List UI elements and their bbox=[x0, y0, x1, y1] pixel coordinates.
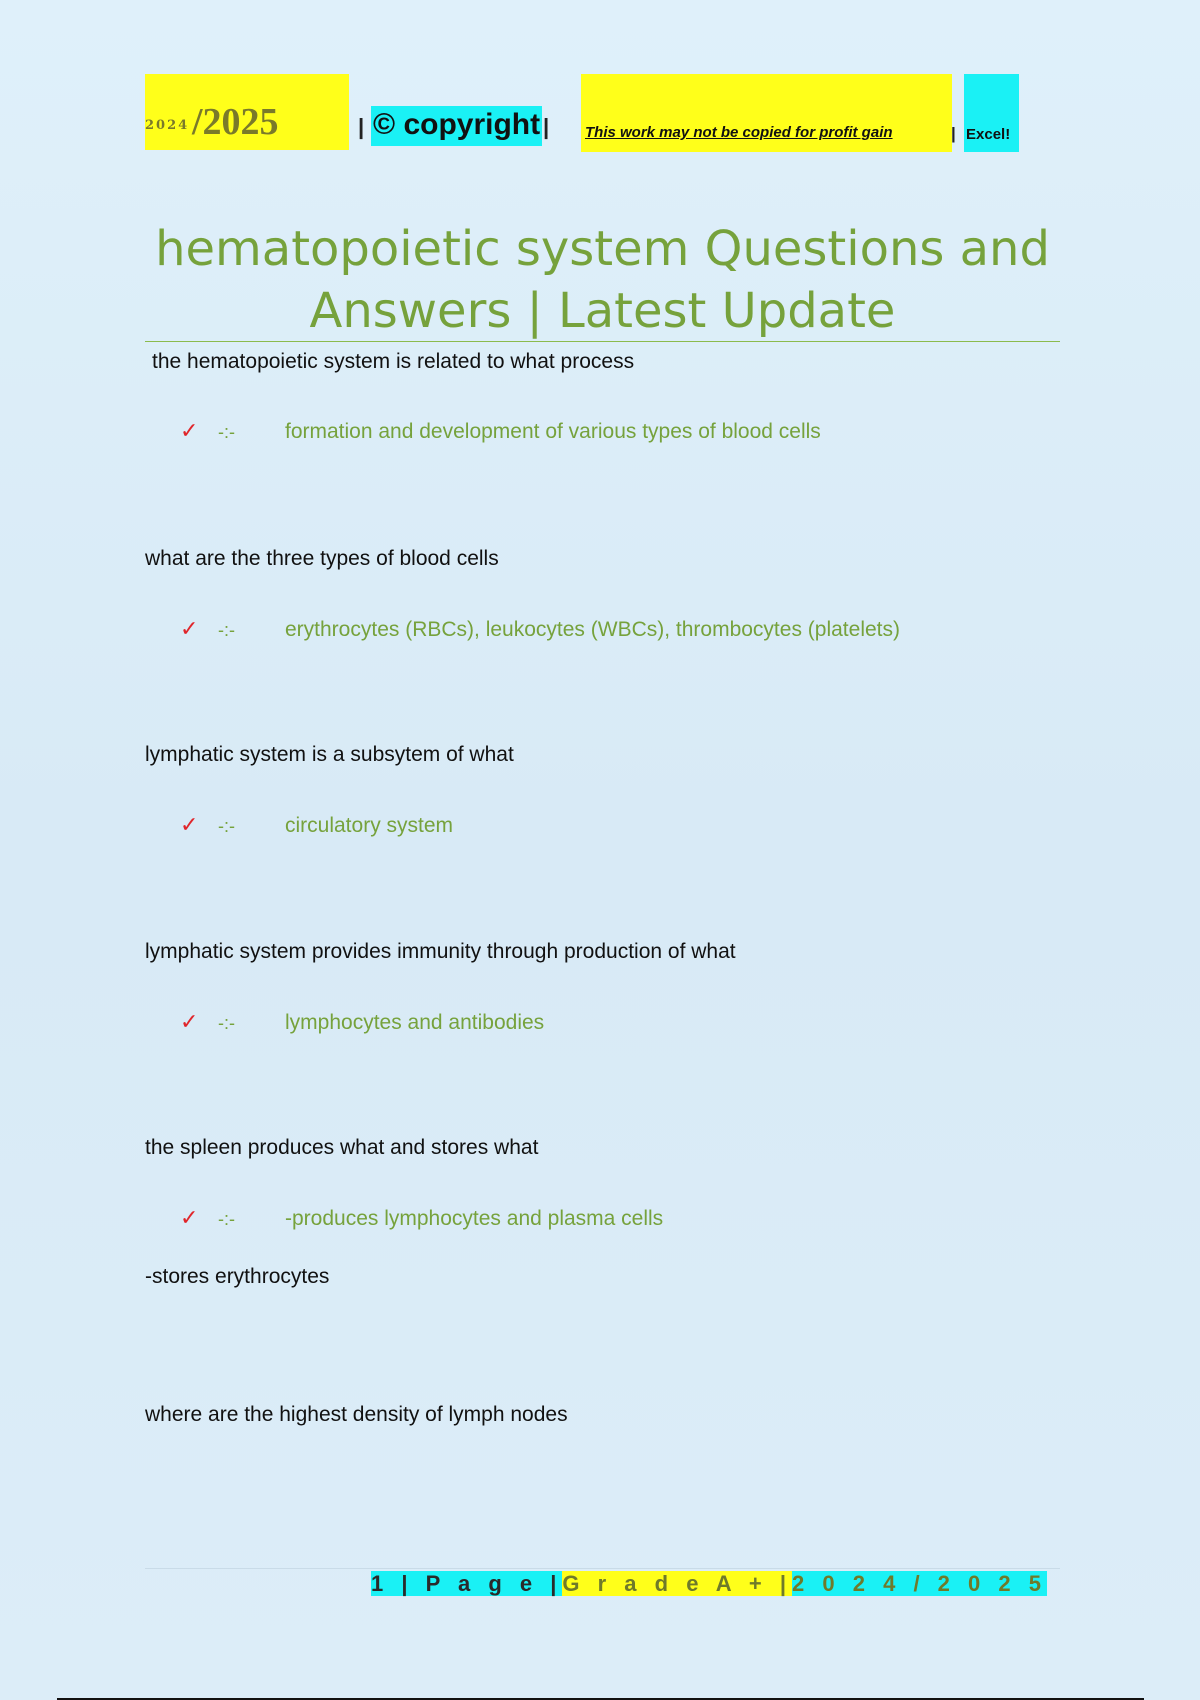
check-mark-icon: ✓ bbox=[180, 616, 199, 641]
answer-separator: -:- bbox=[218, 816, 235, 836]
header-pipe: | bbox=[358, 114, 365, 139]
answer-3: circulatory system bbox=[285, 814, 454, 837]
question-4: lymphatic system provides immunity through production of what bbox=[145, 940, 736, 963]
question-5: the spleen produces what and stores what bbox=[145, 1136, 539, 1159]
document-title bbox=[145, 218, 1060, 342]
title-line-2: Answers | Latest Update bbox=[309, 283, 896, 339]
answer-2: erythrocytes (RBCs), leukocytes (WBCs), thrombocytes (platelets) bbox=[285, 618, 900, 641]
year-start: 2024 bbox=[145, 118, 190, 133]
question-6: where are the highest density of lymph nodes bbox=[145, 1403, 568, 1426]
answer-separator: -:- bbox=[218, 620, 235, 640]
copy-notice: This work may not be copied for profit gain bbox=[585, 124, 893, 141]
page-footer bbox=[371, 1571, 1047, 1601]
answer-separator: -:- bbox=[218, 422, 235, 442]
notice-highlight bbox=[581, 74, 952, 152]
check-mark-icon: ✓ bbox=[180, 418, 199, 443]
answer-separator: -:- bbox=[218, 1209, 235, 1229]
question-2: what are the three types of blood cells bbox=[145, 547, 499, 570]
answer-separator: -:- bbox=[218, 1013, 235, 1033]
check-mark-icon: ✓ bbox=[180, 1009, 199, 1034]
answer-5-continuation: -stores erythrocytes bbox=[145, 1265, 330, 1288]
title-line-1: hematopoietic system Questions and bbox=[155, 221, 1050, 277]
header-pipe: | bbox=[951, 124, 956, 143]
excel-highlight bbox=[964, 74, 1019, 152]
answer-4: lymphocytes and antibodies bbox=[285, 1011, 545, 1034]
excel-label: Excel! bbox=[966, 126, 1011, 143]
footer-page: 1 | P a g e | bbox=[371, 1571, 563, 1596]
copyright-label: © copyright bbox=[373, 108, 541, 141]
check-mark-icon: ✓ bbox=[180, 1205, 199, 1230]
question-1: the hematopoietic system is related to what process bbox=[152, 350, 635, 373]
answer-1: formation and development of various types of blood cells bbox=[285, 420, 821, 443]
title-divider bbox=[145, 341, 1060, 342]
check-mark-icon: ✓ bbox=[180, 812, 199, 837]
footer-year: 2 0 2 4 / 2 0 2 5 bbox=[792, 1571, 1047, 1596]
year-highlight bbox=[145, 74, 349, 150]
answer-5: -produces lymphocytes and plasma cells bbox=[285, 1207, 664, 1230]
copyright-highlight bbox=[371, 106, 542, 146]
header-banner bbox=[145, 74, 1020, 154]
header-pipe: | bbox=[543, 114, 550, 139]
year-end: /2025 bbox=[192, 101, 279, 143]
footer-grade: G r a d e A + | bbox=[562, 1571, 793, 1596]
footer-divider bbox=[145, 1568, 1060, 1569]
question-3: lymphatic system is a subsytem of what bbox=[145, 743, 514, 766]
